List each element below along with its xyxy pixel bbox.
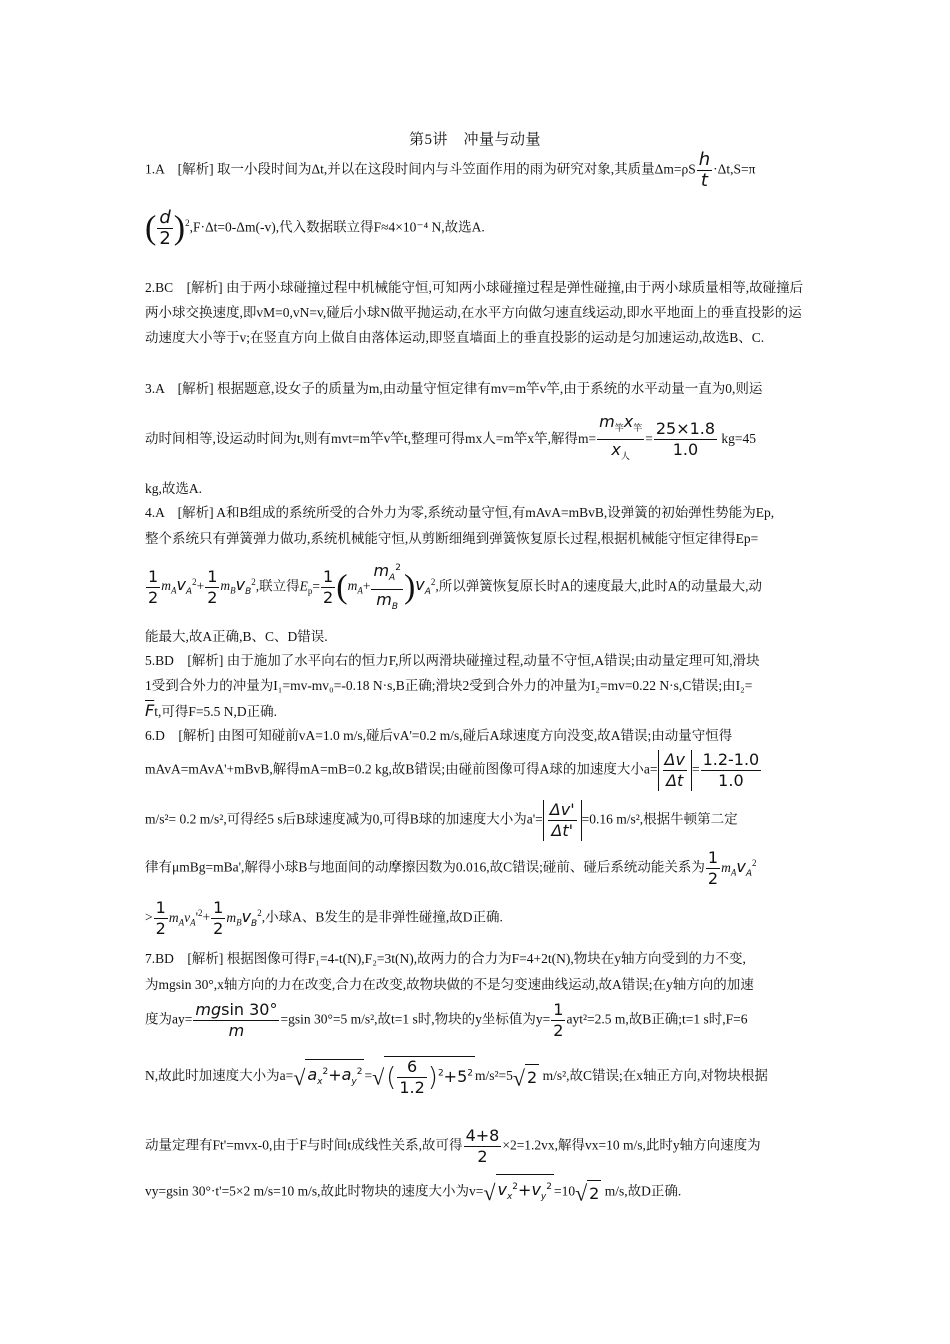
answer-5-line-2: 1受到合外力的冲量为I₁=mv-mv₀=-0.18 N·s,B正确;滑块2受到合外力的冲量为I₂=mv=0.22 N·s,C错误;由I₂= xyxy=(145,678,753,693)
answer-4-line-2: 整个系统只有弹簧弹力做功,系统机械能守恒,从剪断细绳到弹簧恢复原长过程,根据机械能守恒定律得Ep= xyxy=(145,531,759,546)
fraction-numeric: $\frac{25\times 1.8}{1.0}$ xyxy=(655,419,716,460)
answer-6-line-4: 律有μmBg=mBa',解得小球B与地面间的动摩擦因数为0.016,故C错误;碰前、碰后系统动能关系为 $\frac{1}{2}$ $m_Av_A^2$ xyxy=(145,848,757,888)
answer-7-line-6: vy=gsin 30°·t'=5×2 m/s=10 m/s,故此时物块的速度大小为v=√ $v_x^2+v_y^2 =10√$ 2 m/s,故D正确. xyxy=(145,1174,807,1211)
answer-3-line-3: kg,故选A. xyxy=(145,481,202,496)
answer-6-line-5: > $\frac{1}{2}$ $m_Av_A'^2+$ $\frac{1}{2}$ $m_Bv_B^2$,小球A、B发生的是非弹性碰撞,故D正确. xyxy=(145,898,503,938)
fraction-d-over-2: $\frac{d}{2}$ xyxy=(159,207,171,249)
answer-6-line-2: mAvA=mAvA'+mBvB,解得mA=mB=0.2 kg,故B错误;由碰前图像可得A球的加速度大小a= $\frac{\Delta v}{\Delta t}$ = $\frac{1.2-1.0}{1.0}$ xyxy=(145,750,760,790)
fraction-mass-ratio: $\frac{m_竿x_竿}{x_人}$ xyxy=(599,412,643,463)
fraction-h-over-t: $\frac{h}{t}$ xyxy=(698,149,711,191)
answer-7-line-2: 为mgsin 30°,x轴方向的力在改变,合力在改变,故物块做的不是匀变速曲线运动,故A错误;在y轴方向的加速 xyxy=(145,977,754,992)
answer-4-line-3: $\frac{1}{2}$ $m_Av_A^2+$ $\frac{1}{2}$ $m_Bv_B^2$,联立得$E_p=$ $\frac{1}{2}$ ($m_A+$ $\frac{m_A^2}{m_B}$ )$v_A^2$,所以弹簧恢复原长时A的速度最大,此时A的动量最大,动 xyxy=(145,558,807,617)
page-title: 第5讲 冲量与动量 xyxy=(408,132,541,148)
answer-6-line-1: 6.D [解析] 由图可知碰前vA=1.0 m/s,碰后vA'=0.2 m/s,碰后A球速度方向没变,故A错误;由动量守恒得 xyxy=(145,728,733,743)
answer-4-line-1: 4.A [解析] A和B组成的系统所受的合外力为零,系统动量守恒,有mAvA=mBvB,设弹簧的初始弹性势能为Ep, xyxy=(145,505,775,520)
answer-7-line-5: 动量定理有Ft'=mvx-0,由于F与时间t成线性关系,故可得 $\frac{4+8}{2}$ ×2=1.2vx,解得vx=10 m/s,此时y轴方向速度为 xyxy=(145,1126,761,1166)
answer-7-line-1: 7.BD [解析] 根据图像可得F₁=4-t(N),F₂=3t(N),故两力的合力为F=4+2t(N),物块在y轴方向受到的力不变, xyxy=(145,951,746,966)
answer-7-line-4: N,故此时加速度大小为a=√ $a_x^2+a_y^2$ =√( $\frac{6}{1.2}$ )$^2+5^2$ m/s²=5√ 2 m/s²,故C错误;在x轴正方向,对物块根据 xyxy=(145,1057,768,1097)
answer-2: 2.BC [解析] 由于两小球碰撞过程中机械能守恒,可知两小球碰撞过程是弹性碰撞,由于两小球质量相等,故碰撞后两小球交换速度,即vM=0,vN=v,碰后小球N做平抛运动,在水平方向做匀速直线运动,即水平地面上的垂直投影的运动速度大小等于v;在竖直方向上做自由落体运动,即竖直墙面上的垂直投影的运动是匀加速运动,故选B、C. xyxy=(145,280,804,345)
answer-5-line-3: $\overline{F}t$,可得F=5.5 N,D正确. xyxy=(145,701,277,720)
answer-1-line-2: ( $\frac{d}{2}$ )$^2$,F·Δt=0-Δm(-v),代入数据联立得F≈4×10⁻⁴ N,故选A. xyxy=(145,207,485,249)
answer-3-line-1: 3.A [解析] 根据题意,设女子的质量为m,由动量守恒定律有mv=m竿v竿,由于系统的水平动量一直为0,则运 xyxy=(145,381,763,396)
answer-4-line-4: 能最大,故A正确,B、C、D错误. xyxy=(145,629,328,644)
sqrt-ax-ay: √ $a_x^2+a_y^2$ xyxy=(293,1059,364,1096)
answer-7-line-3: 度为ay= $\frac{mgsin 30^\circ}{m}$ =gsin 30°=5 m/s²,故t=1 s时,物块的y坐标值为y= $\frac{1}{2}$ ayt²=2.5 m,故B正确;t=1 s时,F=6 xyxy=(145,1000,748,1040)
answer-1-line-1: 1.A [解析] 取一小段时间为Δt,并以在这段时间内与斗笠面作用的雨为研究对象,其质量Δm=ρS $\frac{h}{t}$ ·Δt,S=π xyxy=(145,149,756,191)
answer-6-line-3: m/s²= 0.2 m/s²,可得经5 s后B球速度减为0,可得B球的加速度大小为a'= $\frac{\Delta v'}{\Delta t'}$ =0.16 m/s²,根据牛顿第二定 xyxy=(145,800,738,840)
answer-5-line-1: 5.BD [解析] 由于施加了水平向右的恒力F,所以两滑块碰撞过程,动量不守恒,A错误;由动量定理可知,滑块 xyxy=(145,653,760,668)
answer-3-line-2: 动时间相等,设运动时间为t,则有mvt=m竿v竿t,整理可得mx人=m竿x竿,解得m= $\frac{m_竿x_竿}{x_人}$ = $\frac{25\times 1.8}{1.0}$ kg=45 xyxy=(145,412,807,467)
sqrt-numeric: √( $\frac{6}{1.2}$ )$^2+5^2$ xyxy=(372,1057,473,1097)
